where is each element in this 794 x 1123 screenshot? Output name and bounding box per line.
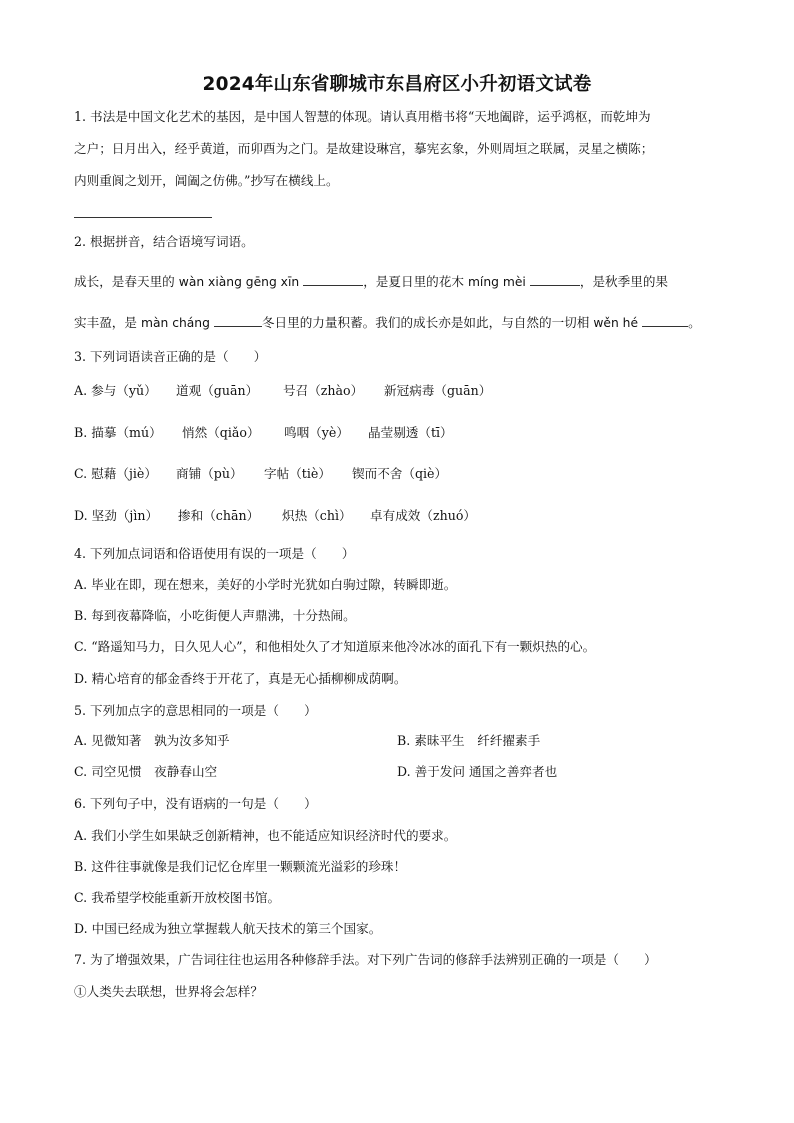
q4-option-b[interactable]: B. 每到夜幕降临，小吃街便人声鼎沸，十分热闹。	[74, 608, 356, 623]
q6-option-c[interactable]: C. 我希望学校能重新开放校图书馆。	[74, 890, 281, 905]
q6-option-a[interactable]: A. 我们小学生如果缺乏创新精神，也不能适应知识经济时代的要求。	[74, 828, 457, 843]
q5-option-c[interactable]: C. 司空见惯 夜静春山空	[74, 764, 218, 779]
q3-option-b-4: 晶莹剔透（tī）	[368, 425, 453, 440]
q2-text: 成长，是春天里的	[74, 274, 179, 289]
q2-line-1	[74, 272, 668, 291]
q4-stem: 4. 下列加点词语和俗语使用有误的一项是（ ）	[74, 546, 355, 561]
q3-option-d-2: 掺和（chān）	[178, 508, 260, 523]
answer-blank[interactable]	[530, 272, 580, 286]
q4-option-a[interactable]: A. 毕业在即，现在想来，美好的小学时光犹如白驹过隙，转瞬即逝。	[74, 577, 457, 592]
q3-option-b-1[interactable]: B. 描摹（mú）	[74, 425, 162, 440]
q2-text: 实丰盈，是	[74, 315, 141, 330]
q5-option-d[interactable]: D. 善于发问 通国之善弈者也	[397, 764, 558, 779]
q7-item-1: ①人类失去联想，世界将会怎样？	[74, 984, 263, 999]
q2-text: 冬日里的力量积蓄。我们的成长亦是如此，与自然的一切相	[261, 315, 594, 330]
q1-answer-line[interactable]	[74, 217, 212, 218]
q2-line-2	[74, 313, 701, 332]
q3-option-a-1[interactable]: A. 参与（yǔ）	[74, 383, 157, 398]
q3-option-c-1[interactable]: C. 慰藉（jiè）	[74, 466, 157, 481]
q7-stem: 7. 为了增强效果，广告词往往也运用各种修辞手法。对下列广告词的修辞手法辨别正确的一项是（ ）	[74, 952, 657, 967]
q1-line-2: 之户；日月出入，经乎黄道，而卯酉为之门。是故建设琳宫，摹宪玄象，外则周垣之联属，灵星之横陈；	[74, 141, 654, 156]
q3-option-d-1[interactable]: D. 坚劲（jìn）	[74, 508, 159, 523]
pinyin: wàn xiàng gēng xīn	[178, 275, 300, 289]
q2-text: ，是夏日里的花木	[363, 274, 468, 289]
q3-option-b-2: 悄然（qiǎo）	[182, 425, 260, 440]
q3-option-c-4: 锲而不舍（qiè）	[352, 466, 448, 481]
q4-option-c[interactable]: C. “路遥知马力，日久见人心”，和他相处久了才知道原来他冷冰冰的面孔下有一颗炽热的心。	[74, 639, 596, 654]
q3-option-c-2: 商铺（pù）	[176, 466, 243, 481]
q3-option-d-4: 卓有成效（zhuó）	[370, 508, 477, 523]
q4-option-d[interactable]: D. 精心培育的郁金香终于开花了，真是无心插柳柳成荫啊。	[74, 671, 407, 686]
q3-option-a-2: 道观（guān）	[176, 383, 259, 398]
q2-text: ，是秋季里的果	[579, 274, 668, 289]
answer-blank[interactable]	[642, 313, 688, 327]
q5-option-b[interactable]: B. 素昧平生 纤纤擢素手	[397, 733, 541, 748]
q3-option-c-3: 字帖（tiè）	[264, 466, 331, 481]
q6-option-d[interactable]: D. 中国已经成为独立掌握载人航天技术的第三个国家。	[74, 921, 382, 936]
pinyin: màn cháng	[140, 316, 210, 330]
pinyin: wěn hé	[593, 316, 639, 330]
q1-line-1: 1. 书法是中国文化艺术的基因，是中国人智慧的体现。请认真用楷书将“天地阖辟，运乎鸿枢，而乾坤为	[74, 109, 651, 124]
q6-option-b[interactable]: B. 这件往事就像是我们记忆仓库里一颗颗流光溢彩的珍珠！	[74, 859, 407, 874]
q3-option-a-4: 新冠病毒（guān）	[384, 383, 492, 398]
answer-blank[interactable]	[303, 272, 363, 286]
q3-option-a-3: 号召（zhào）	[283, 383, 364, 398]
q1-line-3: 内则重阆之划开，阊阖之仿佛。”抄写在横线上。	[74, 173, 339, 188]
answer-blank[interactable]	[214, 313, 262, 327]
q3-option-b-3: 鸣咽（yè）	[284, 425, 349, 440]
page-title: 2024年山东省聊城市东昌府区小升初语文试卷	[202, 74, 592, 95]
pinyin: míng mèi	[467, 275, 526, 289]
q2-stem: 2. 根据拼音，结合语境写词语。	[74, 234, 254, 249]
q6-stem: 6. 下列句子中，没有语病的一句是（ ）	[74, 796, 317, 811]
q5-stem: 5. 下列加点字的意思相同的一项是（ ）	[74, 703, 317, 718]
q3-option-d-3: 炽热（chì）	[282, 508, 352, 523]
q3-stem: 3. 下列词语读音正确的是（ ）	[74, 349, 267, 364]
q5-option-a[interactable]: A. 见微知著 孰为汝多知乎	[74, 733, 230, 748]
q2-text: 。	[688, 315, 701, 330]
